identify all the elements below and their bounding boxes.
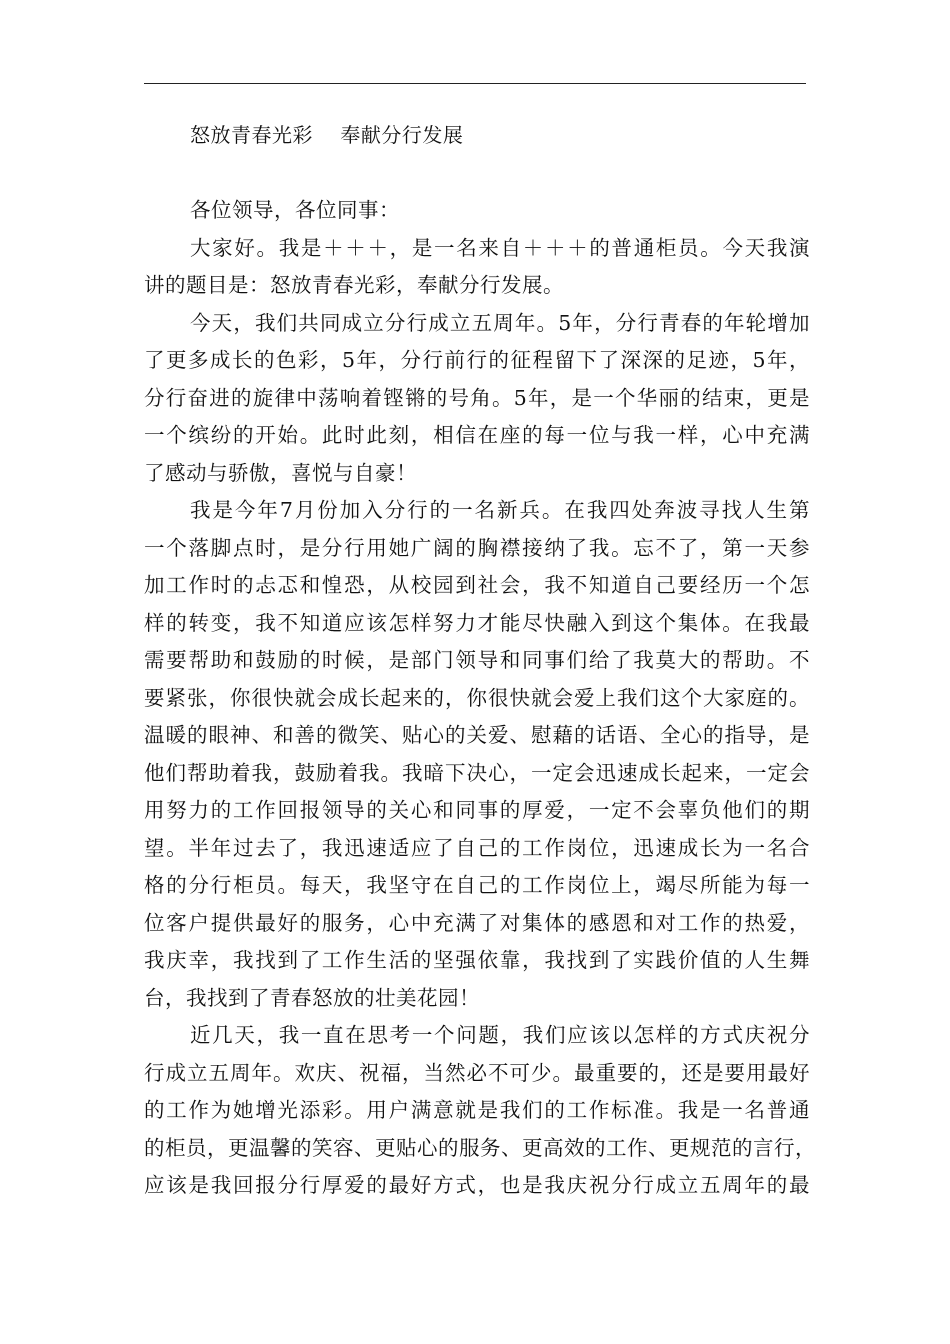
document-title: 怒放青春光彩 奉献分行发展 bbox=[190, 123, 464, 147]
header-rule bbox=[144, 83, 806, 84]
text-line: 行成立五周年。欢庆、祝福，当然必不可少。最重要的，还是要用最好 bbox=[144, 1060, 810, 1085]
text-line: 一个落脚点时，是分行用她广阔的胸襟接纳了我。忘不了，第一天参 bbox=[144, 535, 810, 560]
text-line: 位客户提供最好的服务，心中充满了对集体的感恩和对工作的热爱， bbox=[144, 910, 810, 935]
text-line: 我庆幸，我找到了工作生活的坚强依靠，我找到了实践价值的人生舞 bbox=[144, 948, 810, 972]
text-line: 用努力的工作回报领导的关心和同事的厚爱，一定不会辜负他们的期 bbox=[144, 798, 810, 822]
text-line: 需要帮助和鼓励的时候，是部门领导和同事们给了我莫大的帮助。不 bbox=[144, 648, 810, 672]
text-line: 大家好。我是＋＋＋，是一名来自＋＋＋的普通柜员。今天我演 bbox=[190, 235, 810, 260]
text-line: 的柜员，更温馨的笑容、更贴心的服务、更高效的工作、更规范的言行， bbox=[144, 1135, 816, 1160]
text-line: 今天，我们共同成立分行成立五周年。5年，分行青春的年轮增加 bbox=[190, 310, 810, 335]
text-line: 一个缤纷的开始。此时此刻，相信在座的每一位与我一样，心中充满 bbox=[144, 423, 810, 447]
text-line: 加工作时的忐忑和惶恐，从校园到社会，我不知道自己要经历一个怎 bbox=[144, 573, 810, 597]
text-line: 应该是我回报分行厚爱的最好方式，也是我庆祝分行成立五周年的最 bbox=[144, 1173, 810, 1197]
text-line: 他们帮助着我，鼓励着我。我暗下决心，一定会迅速成长起来，一定会 bbox=[144, 760, 810, 785]
text-line: 分行奋进的旋律中荡响着铿锵的号角。5年，是一个华丽的结束，更是 bbox=[144, 385, 810, 410]
text-line: 了更多成长的色彩，5年，分行前行的征程留下了深深的足迹，5年， bbox=[144, 348, 810, 372]
text-line: 样的转变，我不知道应该怎样努力才能尽快融入到这个集体。在我最 bbox=[144, 610, 810, 635]
text-line: 近几天，我一直在思考一个问题，我们应该以怎样的方式庆祝分 bbox=[190, 1023, 810, 1047]
text-line: 了感动与骄傲，喜悦与自豪！ bbox=[144, 460, 417, 485]
text-line: 台，我找到了青春怒放的壮美花园！ bbox=[144, 985, 480, 1010]
document-body bbox=[144, 192, 816, 1205]
text-line: 望。半年过去了，我迅速适应了自己的工作岗位，迅速成长为一名合 bbox=[144, 835, 810, 860]
text-line: 要紧张，你很快就会成长起来的，你很快就会爱上我们这个大家庭的。 bbox=[144, 685, 810, 710]
text-line: 讲的题目是：怒放青春光彩，奉献分行发展。 bbox=[144, 273, 564, 297]
text-line: 温暖的眼神、和善的微笑、贴心的关爱、慰藉的话语、全心的指导，是 bbox=[144, 723, 810, 747]
text-line: 各位领导，各位同事： bbox=[190, 198, 400, 222]
text-line: 我是今年7月份加入分行的一名新兵。在我四处奔波寻找人生第 bbox=[190, 498, 810, 522]
text-line: 格的分行柜员。每天，我坚守在自己的工作岗位上，竭尽所能为每一 bbox=[144, 873, 810, 897]
text-line: 的工作为她增光添彩。用户满意就是我们的工作标准。我是一名普通 bbox=[144, 1098, 810, 1122]
